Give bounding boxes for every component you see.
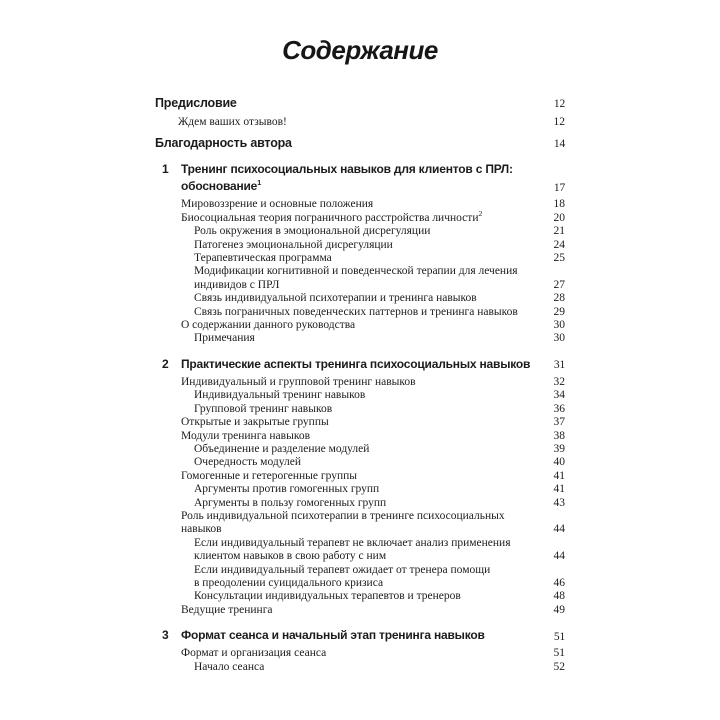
- toc-entry: [155, 483, 565, 496]
- toc-entry-page: 31: [553, 359, 565, 372]
- toc-entry-page: 30: [553, 319, 565, 332]
- toc-entry: [155, 265, 565, 292]
- toc-entry-line: Аргументы против гомогенных групп: [194, 483, 380, 496]
- toc-entry: [155, 510, 565, 537]
- chapter-number: 1: [162, 162, 169, 177]
- toc-entry-line: Патогенез эмоциональной дисрегуляции: [194, 238, 393, 251]
- toc-entry-page: 41: [553, 483, 565, 496]
- toc-entry-page: 34: [553, 389, 565, 402]
- toc-entry: [155, 319, 565, 332]
- toc-entry-label: [155, 225, 539, 238]
- toc-entry-line: Ждем ваших отзывов!: [178, 116, 287, 128]
- toc-entry-label: [155, 416, 539, 429]
- toc-entry-page: 38: [553, 429, 565, 442]
- toc-entry-label: [155, 356, 544, 373]
- toc-entry-label: [155, 403, 539, 416]
- toc-entry-line: Мировоззрение и основные положения: [181, 198, 374, 211]
- toc-entry-page: 32: [553, 375, 565, 388]
- toc-entry-page: 44: [553, 523, 565, 536]
- toc-entry-label: [155, 661, 539, 674]
- toc-entry: [155, 537, 565, 564]
- toc-entry-label: [155, 292, 539, 305]
- toc-entry-line: Начало сеанса: [194, 660, 265, 673]
- toc-entry: [155, 497, 565, 510]
- toc-entry-line: в преодолении суицидального кризиса: [194, 576, 384, 589]
- toc-entry-label: [155, 161, 539, 195]
- toc-entry-page: 46: [553, 576, 565, 589]
- toc-entry-page: 29: [553, 305, 565, 318]
- toc-entry-page: 12: [553, 116, 565, 128]
- toc-entry-page: 12: [553, 97, 565, 110]
- toc-entry-line: Формат и организация сеанса: [181, 647, 327, 660]
- toc-entry-line: Формат сеанса и начальный этап тренинга навыков: [181, 628, 485, 643]
- toc-entry-page: 21: [553, 225, 565, 238]
- chapter-number: 3: [162, 628, 169, 643]
- toc-entry-line: Связь пограничных поведенческих паттернов и тренинга навыков: [194, 305, 518, 318]
- toc-entry: [155, 470, 565, 483]
- toc-entry-page: 20: [553, 211, 565, 224]
- toc-entry-line: Аргументы в пользу гомогенных групп: [194, 496, 387, 509]
- toc-entry-line: Практические аспекты тренинга психосоциальных навыков: [181, 356, 531, 371]
- toc-entry-page: 28: [553, 292, 565, 305]
- toc-entry-line: Гомогенные и гетерогенные группы: [181, 469, 357, 482]
- toc-entry-line: навыков: [181, 523, 222, 536]
- toc-entry: [155, 403, 565, 416]
- toc-entry-page: 41: [553, 469, 565, 482]
- toc-entry-label: [155, 537, 539, 564]
- toc-entry-line: Ведущие тренинга: [181, 603, 273, 616]
- toc-entry-line: Роль индивидуальной психотерапии в тренинге психосоциальных: [181, 509, 505, 522]
- toc-entry-line: Открытые и закрытые группы: [181, 416, 329, 429]
- toc-entry: [155, 198, 565, 211]
- toc-entry: [155, 252, 565, 265]
- toc-entry-page: 49: [553, 603, 565, 616]
- toc-entry: [155, 376, 565, 389]
- toc-entry: [155, 604, 565, 617]
- toc-entry: [155, 627, 565, 644]
- toc-entry-label: [155, 483, 539, 496]
- toc-entry: [155, 96, 565, 111]
- toc-entry-label: [155, 332, 539, 345]
- toc-entry: [155, 416, 565, 429]
- toc-entry-label: [155, 590, 539, 603]
- toc-entry-page: 36: [553, 402, 565, 415]
- toc-entry-line: Тренинг психосоциальных навыков для клиентов с ПРЛ:: [181, 162, 513, 177]
- toc-entry-label: [155, 497, 539, 510]
- toc-entry-label: [155, 627, 539, 644]
- toc-entry-label: [155, 306, 539, 319]
- toc-entry-label: [155, 510, 539, 537]
- toc-entry-page: 24: [553, 238, 565, 251]
- toc-entry-line: Объединение и разделение модулей: [194, 442, 370, 455]
- footnote-superscript: 1: [257, 178, 262, 188]
- toc-entry: [155, 225, 565, 238]
- toc-entry: [155, 116, 565, 129]
- toc-entry-line: Модификации когнитивной и поведенческой терапии для лечения: [194, 265, 518, 278]
- toc-entry-label: [155, 239, 539, 252]
- toc-entry-page: 17: [553, 182, 565, 194]
- toc-entry-page: 27: [553, 278, 565, 291]
- toc-entry-line: Индивидуальный тренинг навыков: [194, 389, 366, 402]
- toc-entry-label: [155, 389, 539, 402]
- toc-entry-label: [155, 319, 539, 332]
- toc-entry-page: 44: [553, 550, 565, 563]
- toc-entry-page: 25: [553, 252, 565, 265]
- toc-entry-label: [155, 265, 539, 292]
- toc-entry: [155, 239, 565, 252]
- toc-entry: [155, 292, 565, 305]
- toc-entry-line: Если индивидуальный терапевт не включает анализ применения: [194, 536, 511, 549]
- toc-entry-line: Предисловие: [155, 96, 237, 110]
- toc-entry-page: 37: [553, 416, 565, 429]
- toc-entry-label: [155, 136, 539, 151]
- toc-entry-line: Терапевтическая программа: [194, 252, 332, 265]
- toc-entry-page: 30: [553, 332, 565, 345]
- toc-entry-label: [155, 252, 539, 265]
- toc-entry-line: Благодарность автора: [155, 136, 292, 151]
- toc-entry-page: 18: [553, 198, 565, 211]
- toc-entry-label: [155, 96, 539, 111]
- toc-entry-page: 51: [553, 647, 565, 660]
- toc-entry: [155, 136, 565, 151]
- toc-entry: [155, 389, 565, 402]
- toc-entry: [155, 661, 565, 674]
- toc-entry-line: Индивидуальный и групповой тренинг навыков: [181, 375, 416, 388]
- toc-entry-page: 40: [553, 456, 565, 469]
- toc-entry-label: [155, 604, 539, 617]
- page-title: Содержание: [282, 35, 438, 65]
- toc-entry: [155, 306, 565, 319]
- toc-entry-line: Модули тренинга навыков: [181, 429, 310, 442]
- toc-entry-line: Биосоциальная теория пограничного расстройства личности: [181, 211, 479, 224]
- footnote-superscript: 2: [478, 208, 483, 218]
- toc-list: [155, 96, 565, 674]
- toc-entry-label: [155, 470, 539, 483]
- toc-entry-line: Очередность модулей: [194, 456, 301, 469]
- toc-entry: [155, 590, 565, 603]
- toc-entry: [155, 356, 565, 373]
- toc-entry-line: Связь индивидуальной психотерапии и тренинга навыков: [194, 292, 477, 305]
- toc-entry-line: Если индивидуальный терапевт ожидает от тренера помощи: [194, 563, 491, 576]
- toc-entry-label: [155, 116, 539, 129]
- toc-entry-page: 48: [553, 590, 565, 603]
- toc-entry-page: 51: [553, 630, 565, 643]
- toc-entry: [155, 456, 565, 469]
- toc-entry-label: [155, 443, 539, 456]
- toc-entry-page: 39: [553, 442, 565, 455]
- toc-entry-line: Групповой тренинг навыков: [194, 402, 333, 415]
- chapter-number: 2: [162, 356, 169, 371]
- toc-entry: [155, 564, 565, 591]
- toc-entry-page: 14: [553, 138, 565, 150]
- toc-entry-label: [155, 208, 539, 225]
- toc-entry-label: [155, 647, 539, 660]
- toc-entry-line: О содержании данного руководства: [181, 319, 356, 332]
- toc-page: [155, 0, 565, 674]
- toc-entry: [155, 430, 565, 443]
- toc-entry-line: Примечания: [194, 332, 255, 345]
- toc-entry-page: 52: [553, 660, 565, 673]
- toc-entry: [155, 647, 565, 660]
- toc-entry-line: Консультации индивидуальных терапевтов и тренеров: [194, 590, 461, 603]
- toc-entry-page: 43: [553, 496, 565, 509]
- toc-entry: [155, 208, 565, 225]
- toc-entry: [155, 161, 565, 195]
- toc-entry: [155, 443, 565, 456]
- toc-entry: [155, 332, 565, 345]
- toc-entry-label: [155, 430, 539, 443]
- toc-entry-line: клиентом навыков в свою работу с ним: [194, 550, 387, 563]
- toc-entry-label: [155, 456, 539, 469]
- toc-entry-line: индивидов с ПРЛ: [194, 278, 280, 291]
- toc-entry-label: [155, 564, 539, 591]
- toc-entry-line: обоснование: [181, 179, 258, 194]
- toc-entry-line: Роль окружения в эмоциональной дисрегуляции: [194, 225, 431, 238]
- toc-entry-label: [155, 376, 539, 389]
